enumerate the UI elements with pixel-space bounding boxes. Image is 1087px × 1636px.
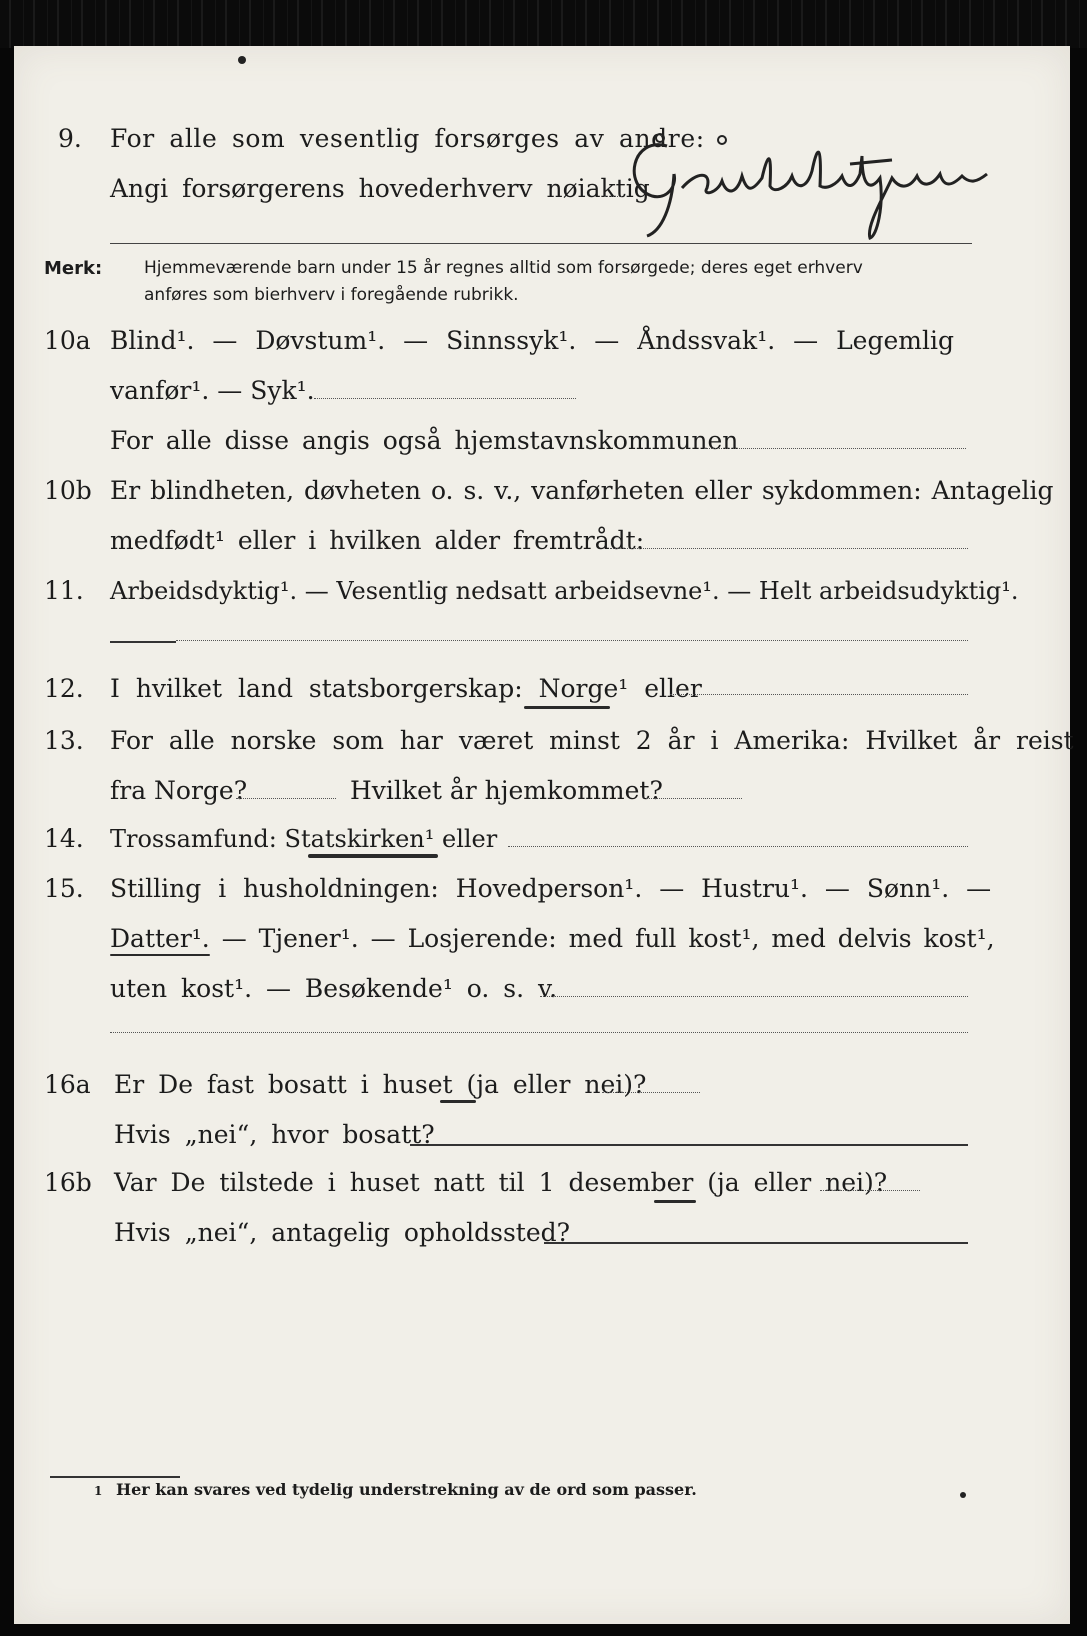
q12-norge-underline <box>524 706 610 709</box>
q10a-fill-line <box>314 398 576 399</box>
q10a-line1: Blind¹. — Døvstum¹. — Sinnssyk¹. — Åndssvak¹. — Legemlig <box>110 326 954 355</box>
q15-line2: Datter¹. — Tjener¹. — Losjerende: med full kost¹, med delvis kost¹, <box>110 924 995 953</box>
q13-reist-line <box>236 798 336 799</box>
q13-line2a: fra Norge? <box>110 776 248 805</box>
q16b-line2: Hvis „nei“, antagelig opholdssted? <box>114 1218 571 1247</box>
q13-line2b: Hvilket år hjemkommet? <box>350 776 663 805</box>
q12-number: 12. <box>44 674 84 703</box>
q12-line1: I hvilket land statsborgerskap: Norge¹ eller <box>110 674 702 703</box>
q9-handwritten-answer <box>622 126 1002 246</box>
q15-line3: uten kost¹. — Besøkende¹ o. s. v. <box>110 974 558 1003</box>
q16b-opholdssted-line <box>544 1242 968 1244</box>
q15-number: 15. <box>44 874 84 903</box>
q10b-line2: medfødt¹ eller i hvilken alder fremtrådt: <box>110 526 645 555</box>
q9-line1: For alle som vesentlig forsørges av andre: <box>110 124 705 153</box>
q14-number: 14. <box>44 824 84 853</box>
q14-statskirken-underline <box>308 854 438 858</box>
q16a-ja-underline <box>440 1100 476 1103</box>
q16a-line1: Er De fast bosatt i huset (ja eller nei)? <box>114 1070 647 1099</box>
q9-line2: Angi forsørgerens hovederhverv nøiaktig <box>110 174 650 203</box>
q13-hjem-line <box>646 798 742 799</box>
ink-dot <box>960 1492 966 1498</box>
q14-line1: Trossamfund: Statskirken¹ eller <box>110 825 498 853</box>
q16a-fill-line <box>602 1092 700 1093</box>
footnote-text: Her kan svares ved tydelig understrekning av de ord som passer. <box>116 1480 697 1499</box>
q11-number: 11. <box>44 576 84 605</box>
footnote-rule <box>50 1476 180 1478</box>
q10a-line2: vanfør¹. — Syk¹. <box>110 376 315 405</box>
q9-fill-line <box>604 196 622 197</box>
q14-fill-line <box>508 846 968 847</box>
q13-number: 13. <box>44 726 84 755</box>
q12-fill-line <box>670 694 968 695</box>
q10a-line3: For alle disse angis også hjemstavnskommunen <box>110 426 739 455</box>
q11-line1: Arbeidsdyktig¹. — Vesentlig nedsatt arbeidsevne¹. — Helt arbeidsudyktig¹. <box>110 577 1019 605</box>
merk-label: Merk: <box>44 258 103 279</box>
q16b-line1: Var De tilstede i huset natt til 1 desember (ja eller nei)? <box>114 1168 888 1197</box>
q10b-fill-line <box>610 548 968 549</box>
q16b-number: 16b <box>44 1168 92 1197</box>
q13-line1: For alle norske som har været minst 2 år i Amerika: Hvilket år reist <box>110 726 1074 755</box>
q15-fill-line <box>540 996 968 997</box>
q16a-bosatt-line <box>410 1144 968 1146</box>
merk-line2: anføres som bierhverv i foregående rubrikk. <box>144 285 519 305</box>
q16b-fill-line <box>820 1190 920 1191</box>
q15-line1: Stilling i husholdningen: Hovedperson¹. — Hustru¹. — Sønn¹. — <box>110 874 992 903</box>
q11-fill-line <box>176 640 968 641</box>
q15-extra-line <box>110 1032 968 1033</box>
q10a-number: 10a <box>44 326 91 355</box>
q15-datter-underline <box>110 954 210 956</box>
q10a-commune-line <box>704 448 966 449</box>
q9-number: 9. <box>58 124 82 153</box>
q10b-number: 10b <box>44 476 92 505</box>
q16b-ja-underline <box>654 1200 696 1203</box>
q9-separator <box>110 243 972 244</box>
scan-border <box>0 0 1087 48</box>
q11-underline <box>110 641 176 643</box>
ink-dot <box>238 56 246 64</box>
census-form-page <box>14 46 1074 1624</box>
q10b-line1: Er blindheten, døvheten o. s. v., vanførheten eller sykdommen: Antagelig <box>110 476 1054 505</box>
merk-line1: Hjemmeværende barn under 15 år regnes alltid som forsørgede; deres eget erhverv <box>144 258 863 278</box>
footnote-mark: 1 <box>94 1484 103 1498</box>
q16a-line2: Hvis „nei“, hvor bosatt? <box>114 1120 435 1149</box>
q16a-number: 16a <box>44 1070 91 1099</box>
